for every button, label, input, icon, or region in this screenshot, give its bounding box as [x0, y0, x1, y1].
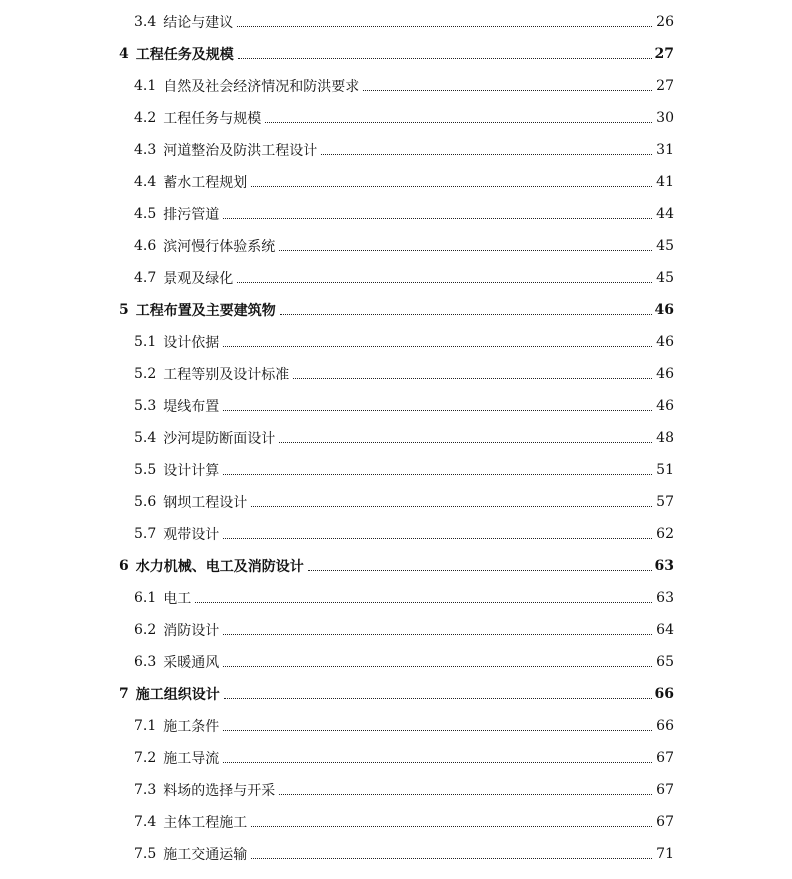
toc-entry-number: 6.1 — [134, 590, 157, 606]
toc-entry[interactable] — [0, 454, 792, 486]
toc-entry-number: 5.7 — [134, 526, 157, 542]
toc-entry[interactable] — [0, 230, 792, 262]
toc-entry-number: 6.2 — [134, 622, 157, 638]
toc-entry-number: 6 — [119, 558, 129, 574]
dot-leader — [195, 588, 652, 603]
toc-entry[interactable] — [0, 102, 792, 134]
toc-entry-title: 消防设计 — [163, 623, 220, 639]
toc-entry[interactable] — [0, 262, 792, 294]
toc-entry[interactable] — [0, 166, 792, 198]
toc-entry-page: 67 — [656, 750, 674, 766]
toc-entry-number: 5 — [119, 302, 129, 318]
toc-entry-page: 51 — [656, 462, 674, 478]
toc-entry[interactable] — [0, 358, 792, 390]
toc-entry-page: 63 — [654, 558, 674, 574]
toc-entry-number: 5.4 — [134, 430, 157, 446]
dot-leader — [251, 492, 652, 507]
toc-entry-title: 电工 — [163, 591, 192, 607]
dot-leader — [223, 652, 652, 667]
toc-entry[interactable] — [0, 486, 792, 518]
toc-entry-title: 水力机械、电工及消防设计 — [135, 559, 304, 575]
dot-leader — [223, 524, 652, 539]
toc-entry-number: 5.1 — [134, 334, 157, 350]
toc-entry[interactable] — [0, 422, 792, 454]
toc-entry-title: 观带设计 — [163, 527, 220, 543]
toc-entry-page: 57 — [656, 494, 674, 510]
toc-entry-page: 46 — [656, 334, 674, 350]
toc-entry-title: 钢坝工程设计 — [163, 495, 248, 511]
toc-entry-title: 工程任务及规模 — [135, 47, 234, 63]
toc-entry-page: 45 — [656, 270, 674, 286]
dot-leader — [279, 780, 652, 795]
toc-chapter[interactable] — [0, 550, 792, 582]
toc-entry-page: 64 — [656, 622, 674, 638]
dot-leader — [265, 108, 652, 123]
toc-entry-page: 26 — [656, 14, 674, 30]
toc-entry-title: 施工组织设计 — [135, 687, 220, 703]
toc-entry-title: 景观及绿化 — [163, 271, 234, 287]
dot-leader — [223, 620, 652, 635]
toc-entry-title: 蓄水工程规划 — [163, 175, 248, 191]
dot-leader — [308, 556, 652, 571]
toc-entry-page: 48 — [656, 430, 674, 446]
toc-entry-title: 施工交通运输 — [163, 847, 248, 863]
toc-entry-number: 4.2 — [134, 110, 157, 126]
dot-leader — [237, 268, 652, 283]
toc-entry-title: 工程等别及设计标准 — [163, 367, 290, 383]
toc-entry-title: 采暖通风 — [163, 655, 220, 671]
toc-entry-number: 3.4 — [134, 14, 157, 30]
toc-entry[interactable] — [0, 390, 792, 422]
toc-entry[interactable] — [0, 774, 792, 806]
dot-leader — [251, 172, 652, 187]
dot-leader — [280, 300, 652, 315]
toc-entry-number: 5.3 — [134, 398, 157, 414]
toc-entry-title: 施工条件 — [163, 719, 220, 735]
dot-leader — [279, 428, 652, 443]
toc-entry-title: 工程布置及主要建筑物 — [135, 303, 276, 319]
toc-entry-page: 65 — [656, 654, 674, 670]
toc-entry-title: 料场的选择与开采 — [163, 783, 276, 799]
dot-leader — [224, 684, 652, 699]
toc-entry-number: 7.5 — [134, 846, 157, 862]
dot-leader — [223, 396, 652, 411]
toc-entry-page: 27 — [654, 46, 674, 62]
toc-entry-page: 67 — [656, 782, 674, 798]
table-of-contents — [0, 6, 792, 870]
dot-leader — [237, 12, 652, 27]
toc-entry[interactable] — [0, 710, 792, 742]
toc-entry[interactable] — [0, 70, 792, 102]
toc-entry-title: 滨河慢行体验系统 — [163, 239, 276, 255]
toc-entry-number: 4.1 — [134, 78, 157, 94]
toc-entry-number: 7.2 — [134, 750, 157, 766]
toc-entry-title: 施工导流 — [163, 751, 220, 767]
dot-leader — [293, 364, 652, 379]
toc-entry[interactable] — [0, 582, 792, 614]
toc-entry-number: 4 — [119, 46, 129, 62]
toc-entry-title: 沙河堤防断面设计 — [163, 431, 276, 447]
toc-entry-title: 河道整治及防洪工程设计 — [163, 143, 318, 159]
toc-entry[interactable] — [0, 614, 792, 646]
toc-entry[interactable] — [0, 838, 792, 870]
toc-entry[interactable] — [0, 198, 792, 230]
toc-entry-page: 41 — [656, 174, 674, 190]
toc-chapter[interactable] — [0, 678, 792, 710]
toc-entry[interactable] — [0, 6, 792, 38]
toc-chapter[interactable] — [0, 294, 792, 326]
toc-entry-number: 5.2 — [134, 366, 157, 382]
toc-entry-page: 66 — [656, 718, 674, 734]
toc-entry-number: 7.4 — [134, 814, 157, 830]
dot-leader — [251, 844, 652, 859]
dot-leader — [321, 140, 652, 155]
toc-entry-title: 设计计算 — [163, 463, 220, 479]
toc-entry-number: 5.5 — [134, 462, 157, 478]
dot-leader — [223, 748, 652, 763]
toc-entry-page: 45 — [656, 238, 674, 254]
toc-entry[interactable] — [0, 806, 792, 838]
toc-entry-page: 62 — [656, 526, 674, 542]
toc-entry-title: 工程任务与规模 — [163, 111, 262, 127]
dot-leader — [251, 812, 652, 827]
toc-entry-number: 4.3 — [134, 142, 157, 158]
dot-leader — [223, 716, 652, 731]
toc-entry-page: 46 — [654, 302, 674, 318]
toc-entry-title: 排污管道 — [163, 207, 220, 223]
toc-entry[interactable] — [0, 518, 792, 550]
toc-entry-title: 主体工程施工 — [163, 815, 248, 831]
dot-leader — [238, 44, 652, 59]
toc-entry-number: 4.7 — [134, 270, 157, 286]
toc-entry-number: 7.3 — [134, 782, 157, 798]
toc-entry-page: 44 — [656, 206, 674, 222]
toc-entry-number: 4.4 — [134, 174, 157, 190]
dot-leader — [223, 204, 652, 219]
toc-entry-page: 63 — [656, 590, 674, 606]
toc-entry-page: 46 — [656, 366, 674, 382]
toc-chapter[interactable] — [0, 38, 792, 70]
toc-entry[interactable] — [0, 646, 792, 678]
toc-entry-number: 6.3 — [134, 654, 157, 670]
toc-entry[interactable] — [0, 134, 792, 166]
toc-entry-number: 7.1 — [134, 718, 157, 734]
dot-leader — [363, 76, 652, 91]
toc-entry-number: 5.6 — [134, 494, 157, 510]
toc-entry-number: 4.5 — [134, 206, 157, 222]
toc-entry-title: 堤线布置 — [163, 399, 220, 415]
toc-entry-number: 7 — [119, 686, 129, 702]
dot-leader — [223, 460, 652, 475]
toc-entry-page: 31 — [656, 142, 674, 158]
toc-entry-page: 66 — [654, 686, 674, 702]
toc-entry-title: 自然及社会经济情况和防洪要求 — [163, 79, 360, 95]
toc-entry-page: 71 — [656, 846, 674, 862]
toc-entry-number: 4.6 — [134, 238, 157, 254]
toc-entry-title: 设计依据 — [163, 335, 220, 351]
dot-leader — [223, 332, 652, 347]
toc-entry-page: 46 — [656, 398, 674, 414]
toc-entry[interactable] — [0, 742, 792, 774]
toc-entry-title: 结论与建议 — [163, 15, 234, 31]
toc-entry[interactable] — [0, 326, 792, 358]
toc-entry-page: 27 — [656, 78, 674, 94]
dot-leader — [279, 236, 652, 251]
toc-entry-page: 30 — [656, 110, 674, 126]
toc-entry-page: 67 — [656, 814, 674, 830]
